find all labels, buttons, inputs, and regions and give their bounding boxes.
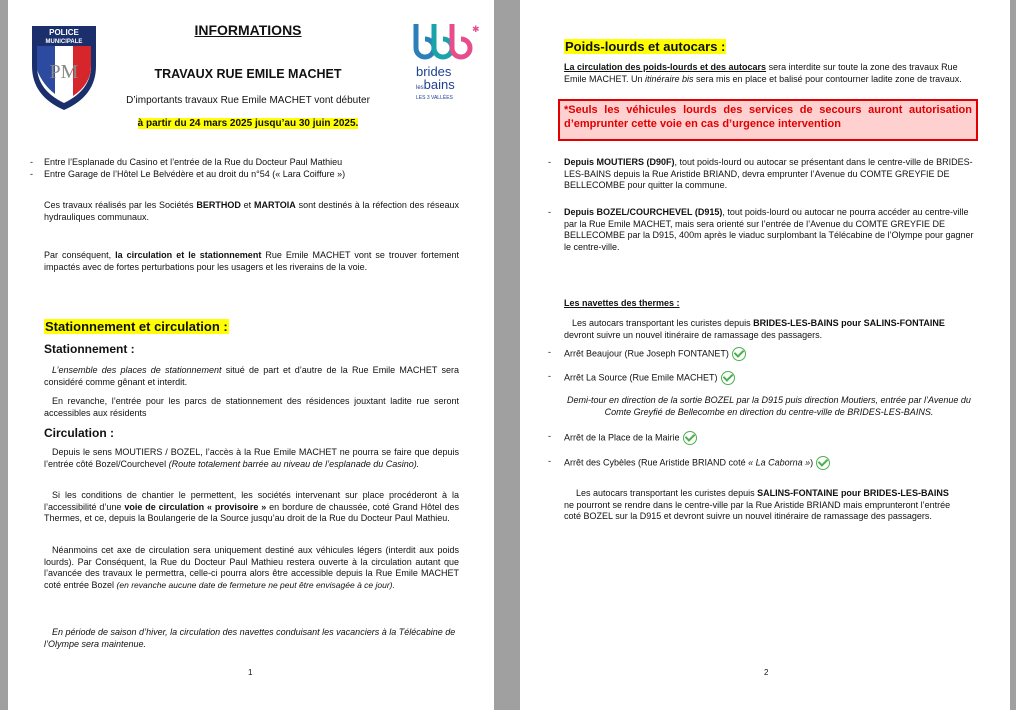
bullet-bozel: - Depuis BOZEL/COURCHEVEL (D915), tout poids-lourd ou autocar ne pourra accéder au centre-ville par la Rue Emile MACHET, mais sera orienté sur l’entrée de l’Avenue du COMTE GREYFIE DE BELLECOMBE par la D915, 400m après le viaduc surplombant la Télécabine de l’Olympe pour gagner le centre-ville. (548, 207, 978, 253)
brides-les-bains-logo (410, 22, 478, 102)
navettes-paragraph-2: Les autocars transportant les curistes depuis SALINS-FONTAINE pour BRIDES-LES-BAINS ne pourront se rendre dans le centre-ville par la Rue Aristide BRIAND mais emprunteront l’entrée coté BOZEL sur la D915 et devront suivre un nouvel itinéraire de ramassage des passagers. (564, 488, 951, 521)
winter-paragraph: En période de saison d’hiver, la circulation des navettes conduisant les vacanciers à la Télécabine de l’Olympe sera maintenue. (44, 627, 456, 649)
police-logo-line1: POLICE (49, 28, 79, 37)
stop-item-1: - Arrêt Beaujour (Rue Joseph FONTANET) (548, 347, 978, 361)
check-icon (816, 456, 830, 470)
page-2 (520, 0, 1010, 710)
list-item: - Entre Garage de l’Hôtel Le Belvédère et au droit du n°54 (« Lara Coiffure ») (30, 169, 470, 181)
consequence-paragraph: Par conséquent, la circulation et le stationnement Rue Emile MACHET vont se trouver fortement impactés avec de fortes perturbations pour les usagers et les riverains de la voie. (44, 250, 459, 272)
intro-text: D’importants travaux Rue Emile MACHET vont débuter (126, 95, 370, 106)
brides-logo-word2: bains (423, 77, 455, 92)
check-icon (721, 371, 735, 385)
check-icon (732, 347, 746, 361)
detour-text: Demi-tour en direction de la sortie BOZEL par la D915 puis direction Moutiers, entrée par l’Avenue du Comte Greyfié de Bellecombe en direction du centre-ville de BRIDES-LES-BAINS. (567, 395, 971, 417)
circulation-paragraph-1: Depuis le sens MOUTIERS / BOZEL, l’accès à la Rue Emile MACHET ne pourra se faire que depuis l’entrée côté Bozel/Courchevel (Route totalement barrée au niveau de l’esplanade du Casino). (44, 447, 459, 469)
page-number: 2 (764, 668, 769, 677)
list-item: - Entre l’Esplanade du Casino et l’entrée de la Rue du Docteur Paul Mathieu (30, 157, 470, 169)
section-heading-poids-lourds: Poids-lourds et autocars : (565, 39, 726, 54)
brides-logo-tagline: LES 3 VALLÉES (416, 95, 453, 101)
stationnement-heading: Stationnement : (44, 342, 135, 356)
circulation-paragraph-3: Néanmoins cet axe de circulation sera uniquement destiné aux véhicules légers (interdit aux poids lourds). Par Conséquent, la Rue du Docteur Paul Mathieu restera ouverte à la circulation autant que l’avancée des travaux le permettra, celle-ci pourra alors être accessible depuis la Rue Emile MACHET coté entrée Bozel (en revanche aucune date de fermeture ne peut être envisagée à ce jour). (44, 545, 459, 590)
section-heading-stationnement-circulation: Stationnement et circulation : (45, 319, 228, 334)
page-1 (8, 0, 494, 710)
police-logo-line2: MUNICIPALE (45, 39, 83, 45)
works-paragraph: Ces travaux réalisés par les Sociétés BERTHOD et MARTOIA sont destinés à la réfection des réseaux hydrauliques communaux. (44, 200, 459, 222)
works-location-list (30, 157, 470, 180)
page-title: INFORMATIONS (194, 22, 302, 38)
circulation-paragraph-2: Si les conditions de chantier le permettent, les sociétés intervenant sur place procéderont à la l’accessibilité d’une voie de circulation « provisoire » en bordure de chaussée, coté Grand Hôtel des Thermes, et ce, depuis la Boulangerie de la Source jusqu’au droit de la Rue du Docteur Paul Mathieu. (44, 490, 459, 523)
brides-logo-word1: brides (416, 64, 452, 79)
svg-text:✱: ✱ (472, 25, 480, 35)
page-subtitle: TRAVAUX RUE EMILE MACHET (154, 67, 342, 81)
stationnement-paragraph-2: En revanche, l’entrée pour les parcs de stationnement des résidences jouxtant ladite rue seront accessibles aux résidents (44, 396, 459, 418)
stop-item-4: - Arrêt des Cybèles (Rue Aristide BRIAND coté « La Caborna ») (548, 456, 978, 470)
stationnement-paragraph-1: L’ensemble des places de stationnement situé de part et d’autre de la Rue Emile MACHET sera considéré comme gênant et interdit. (44, 365, 459, 387)
bullet-moutiers: - Depuis MOUTIERS (D90F), tout poids-lourd ou autocar se présentant dans le centre-ville de BRIDES-LES-BAINS depuis la Rue Aristide BRIAND, devra emprunter l’Avenue du COMTE GREYFIE DE BELLECOMBE pour quitter la commune. (548, 157, 978, 192)
navettes-heading: Les navettes des thermes : (564, 298, 680, 308)
dates-highlight: à partir du 24 mars 2025 jusqu’au 30 juin 2025. (137, 118, 359, 129)
navettes-paragraph-1: Les autocars transportant les curistes depuis BRIDES-LES-BAINS pour SALINS-FONTAINE devront suivre un nouvel itinéraire de ramassage des passagers. (564, 318, 945, 340)
alert-box: *Seuls les véhicules lourds des services de secours auront autorisation d’emprunter cette voie en cas d’urgence intervention (558, 99, 978, 141)
brides-logo-small: les (416, 85, 424, 91)
page-number: 1 (248, 668, 253, 677)
circulation-heading: Circulation : (44, 426, 115, 440)
check-icon (683, 431, 697, 445)
stop-item-3: - Arrêt de la Place de la Mairie (548, 431, 978, 445)
stop-item-2: - Arrêt La Source (Rue Emile MACHET) (548, 371, 978, 385)
poids-lourds-intro: La circulation des poids-lourds et des autocars sera interdite sur toute la zone des travaux Rue Emile MACHET. Un itinéraire bis sera mis en place et balisé pour contourner ladite zone de travaux. (564, 62, 962, 84)
brides-logo-mark-icon (410, 22, 478, 58)
police-logo-monogram: PM (49, 61, 79, 83)
